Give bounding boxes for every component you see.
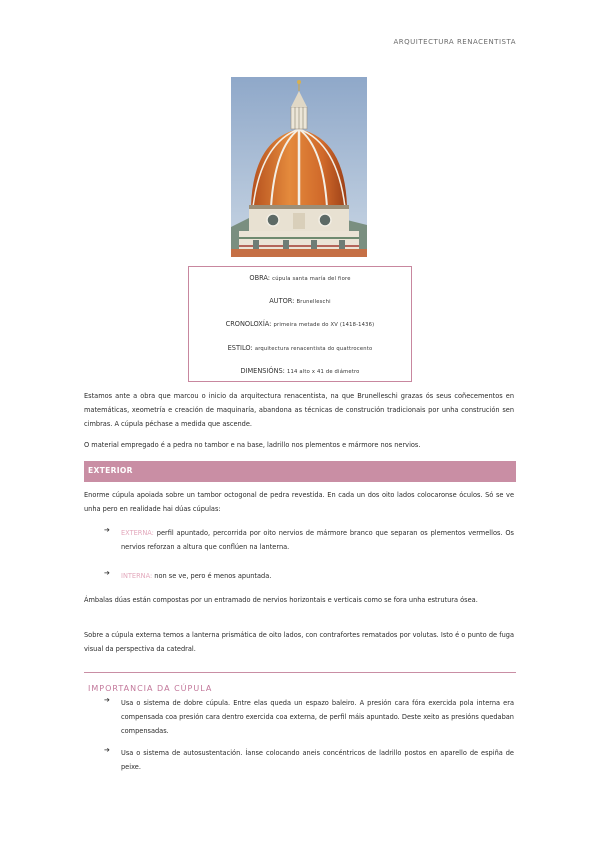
section-importancia-header [84, 672, 516, 695]
estilo-label: ESTILO: [227, 344, 253, 352]
exterior-paragraph-2: Ámbalas dúas están compostas por un entramado de nervios horizontais e verticais como se fora unha estrutura ósea. [84, 596, 478, 604]
arrow-bullet-icon: ➔ [104, 696, 110, 704]
estilo-value: arquitectura renacentista do quattrocento [254, 346, 373, 352]
dimensions-label: DIMENSIÓNS: [240, 367, 285, 375]
cathedral-dome-image [231, 77, 367, 257]
info-dimensions [189, 367, 411, 375]
arrow-bullet-icon: ➔ [104, 526, 110, 534]
importancia-bullet-2: Usa o sistema de autosustentación. Íanse colocando aneis concéntricos de ladrillo postos en aparello de espiña de peixe. [121, 749, 514, 771]
cronoloxia-value: primeira metade do XV (1418-1436) [273, 322, 375, 328]
section-importancia-title: IMPORTANCIA DA CÚPULA [88, 684, 213, 693]
interna-label: INTERNA: [121, 572, 153, 580]
info-obra [189, 274, 411, 282]
header-title: ARQUITECTURA RENACENTISTA [393, 38, 516, 46]
exterior-bullet-externa [121, 526, 514, 554]
artwork-info-box [188, 266, 412, 382]
intro-paragraph-1: Estamos ante a obra que marcou o inicio da arquitectura renacentista, na que Brunelleschi grazas ós seus coñecementos en matemáticas, xeometría e creación de maquinaría, abandona as técnicas de construción tradicionais por unha construción sen cimbras. A cúpula péchase a medida que ascende. [84, 392, 514, 428]
section-exterior-title: EXTERIOR [88, 466, 133, 475]
section-exterior-header [84, 461, 516, 482]
interna-text: non se ve, pero é menos apuntada. [152, 572, 272, 580]
exterior-paragraph-3: Sobre a cúpula externa temos a lanterna prismática de oito lados, con contrafortes rematados por volutas. Isto é o punto de fuga visual da perspectiva da catedral. [84, 631, 514, 653]
autor-label: AUTOR: [269, 297, 295, 305]
externa-label: EXTERNA: [121, 529, 154, 537]
arrow-bullet-icon: ➔ [104, 746, 110, 754]
arrow-bullet-icon: ➔ [104, 569, 110, 577]
intro-paragraph-2: O material empregado é a pedra no tambor e na base, ladrillo nos plementos e mármore nos nervios. [84, 441, 421, 449]
cronoloxia-label: CRONOLOXÍA: [225, 320, 272, 328]
autor-value: Brunelleschi [296, 299, 331, 305]
exterior-bullet-interna [121, 569, 514, 583]
info-autor [189, 297, 411, 305]
importancia-bullet-1: Usa o sistema de dobre cúpula. Entre elas queda un espazo baleiro. A presión cara fóra exercida pola interna era compensada coa presión cara dentro exercida coa externa, de perfil máis apuntado. Deste xeito as presións quedaban compensadas. [121, 699, 514, 735]
dimensions-value: 114 alto x 41 de diámetro [287, 369, 360, 375]
info-estilo [189, 344, 411, 352]
externa-text: perfil apuntado, percorrida por oito nervios de mármore branco que separan os plementos vermellos. Os nervios reforzan a altura que conflúen na lanterna. [121, 529, 514, 551]
obra-value: cúpula santa maría del fiore [272, 276, 351, 282]
info-cronoloxia [189, 320, 411, 328]
exterior-paragraph-1: Enorme cúpula apoiada sobre un tambor octogonal de pedra revestida. En cada un dos oito lados colocaronse óculos. Só se ve unha pero en realidade hai dúas cúpulas: [84, 491, 514, 513]
obra-label: OBRA: [249, 274, 271, 282]
